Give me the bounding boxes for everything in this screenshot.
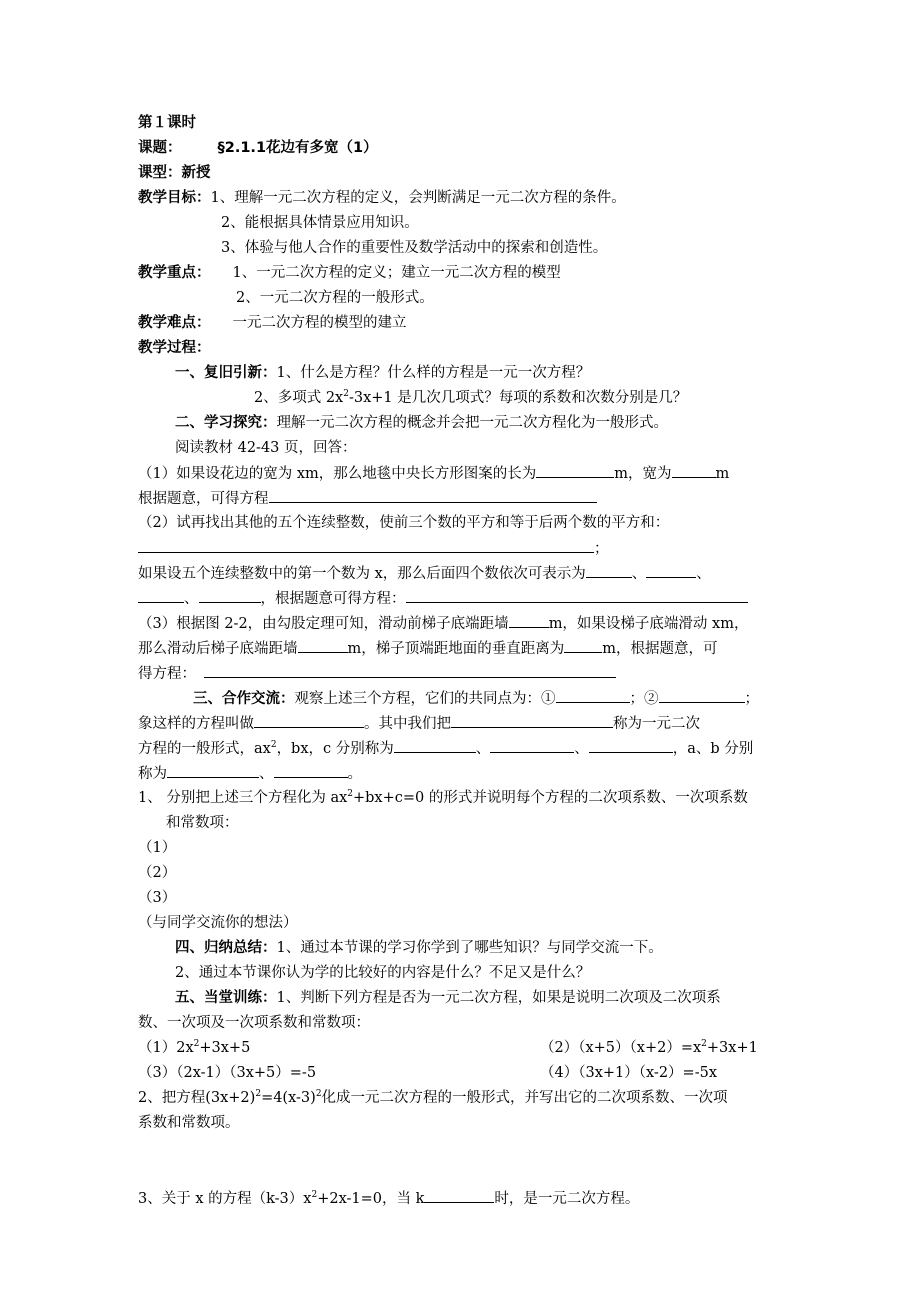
summary-question: 2、通过本节课你认为学的比较好的内容是什么？不足又是什么？ — [175, 965, 591, 981]
read-instruction: 阅读教材 42-43 页，回答： — [175, 440, 357, 456]
answer-blank[interactable] — [586, 563, 632, 578]
review-question: 2、多项式 $2x^2-3x+1$ 是几次几项式？每项的系数和次数分别是几？ — [254, 389, 688, 406]
topic-label: 课题： — [138, 140, 182, 156]
key-points-label: 教学重点： — [138, 265, 211, 281]
equation-item: （4）（3x+1）（x-2）=-5x — [540, 1065, 718, 1081]
goal-item: 2、能根据具体情景应用知识。 — [221, 215, 419, 231]
practice-q1-cont: 数、一次项及一次项系数和常数项： — [138, 1015, 370, 1031]
key-point-item: 2、一元二次方程的一般形式。 — [236, 290, 434, 306]
answer-blank[interactable] — [298, 638, 348, 653]
practice-section: 五、当堂训练：1、判断下列方程是否为一元二次方程，如果是说明二次项及二次项系 — [175, 990, 721, 1006]
equation-item: $(2)(x+5)(x+2)=x^2+3x+1$ — [540, 1039, 758, 1056]
answer-blank[interactable] — [564, 638, 602, 653]
answer-blank[interactable] — [199, 588, 261, 603]
lesson-type: 课型：新授 — [138, 165, 211, 181]
explore-label: 二、学习探究： — [175, 415, 277, 431]
lesson-topic — [138, 138, 378, 158]
cooperate-line-2: 象这样的方程叫做 。其中我们把 称为一元二次 — [138, 713, 700, 734]
practice-q2: 2、把方程$(3x+2)^2=4(x-3)^2$化成一元二次方程的一般形式，并写出它的二次项系数、一次项 — [138, 1089, 728, 1106]
answer-blank[interactable] — [269, 488, 597, 503]
practice-q2-cont: 系数和常数项。 — [138, 1115, 240, 1131]
share-note: （与同学交流你的想法） — [138, 915, 298, 931]
equation-row — [138, 1063, 838, 1083]
question-2-equation: 、 ，根据题意可得方程： — [138, 588, 748, 609]
practice-q3: 3、关于 x 的方程$(k-3)x^2+2x-1=0$，当 k 时，是一元二次方程。 — [138, 1190, 640, 1207]
question-2-setup: 如果设五个连续整数中的第一个数为 x，那么后面四个数依次可表示为 、 、 — [138, 563, 711, 584]
review-section — [175, 363, 590, 383]
question-2: （2）试再找出其他的五个连续整数，使前三个数的平方和等于后两个数的平方和： — [138, 515, 670, 531]
answer-blank[interactable] — [672, 463, 716, 478]
list-item: （1） — [138, 840, 177, 856]
answer-blank[interactable] — [167, 763, 259, 778]
answer-blank[interactable] — [394, 738, 476, 753]
key-point-item: 1、一元二次方程的定义；建立一元二次方程的模型 — [232, 265, 561, 281]
summary-label: 四、归纳总结： — [175, 940, 277, 956]
cooperate-task-1: 1、 分别把上述三个方程化为 $ax^2+bx+c=0$ 的形式并说明每个方程的二次项系数、一次项系数 — [138, 789, 748, 806]
answer-blank[interactable] — [589, 738, 673, 753]
list-item: （3） — [138, 890, 177, 906]
answer-blank[interactable] — [138, 588, 184, 603]
question-1-equation: 根据题意，可得方程 — [138, 488, 597, 509]
cooperate-line-3: 方程的一般形式，$ax^2$，bx，c 分别称为 、 、 ，a、b 分别 — [138, 740, 754, 757]
difficulty-text: 一元二次方程的模型的建立 — [232, 315, 407, 331]
answer-blank[interactable] — [556, 688, 630, 703]
goal-item: 3、体验与他人合作的重要性及数学活动中的探索和创造性。 — [221, 240, 608, 256]
question-1: （1）如果设花边的宽为 xm，那么地毯中央长方形图案的长为 m，宽为 m — [138, 463, 729, 484]
cooperate-label: 三、合作交流： — [193, 691, 295, 707]
teaching-goals — [138, 188, 626, 208]
cooperate-section: 三、合作交流：观察上述三个方程，它们的共同点为：① ；② ； — [193, 688, 759, 709]
question-3-equation: 得方程： — [138, 663, 616, 684]
answer-blank[interactable] — [490, 738, 574, 753]
practice-label: 五、当堂训练： — [175, 990, 277, 1006]
answer-blank[interactable] — [254, 713, 364, 728]
question-3: （3）根据图 2-2，由勾股定理可知，滑动前梯子底端距墙 m，如果设梯子底端滑动 xm， — [138, 613, 748, 634]
equation-item: $(1)2x^2+3x+5$ — [138, 1039, 251, 1056]
answer-blank[interactable] — [204, 663, 616, 678]
question-2-blank-line: ； — [138, 538, 609, 559]
explore-text: 理解一元二次方程的概念并会把一元二次方程化为一般形式。 — [276, 415, 668, 431]
cooperate-line-4: 称为 、 。 — [138, 763, 362, 784]
answer-blank[interactable] — [451, 713, 613, 728]
lesson-number: 第１课时 — [138, 115, 196, 131]
review-question: 1、什么是方程？什么样的方程是一元一次方程？ — [276, 365, 591, 381]
process-label: 教学过程： — [138, 340, 211, 356]
summary-section: 四、归纳总结：1、通过本节课的学习你学到了哪些知识？与同学交流一下。 — [175, 940, 663, 956]
answer-blank[interactable] — [536, 463, 614, 478]
key-points — [138, 263, 561, 283]
answer-blank[interactable] — [138, 538, 594, 553]
answer-blank[interactable] — [424, 1188, 494, 1203]
equation-row — [138, 1038, 838, 1058]
list-item: （2） — [138, 865, 177, 881]
cooperate-task-1-cont: 和常数项： — [166, 815, 239, 831]
goal-item: 1、理解一元二次方程的定义，会判断满足一元二次方程的条件。 — [210, 190, 626, 206]
answer-blank[interactable] — [509, 613, 549, 628]
topic-text: §2.1.1花边有多宽（1） — [217, 140, 378, 156]
answer-blank[interactable] — [646, 563, 696, 578]
question-3-cont: 那么滑动后梯子底端距墙 m，梯子顶端距地面的垂直距离为 m，根据题意，可 — [138, 638, 718, 659]
answer-blank[interactable] — [274, 763, 348, 778]
explore-section — [175, 413, 668, 433]
answer-blank[interactable] — [659, 688, 745, 703]
goals-label: 教学目标： — [138, 190, 211, 206]
review-label: 一、复旧引新： — [175, 365, 277, 381]
difficulty — [138, 313, 407, 333]
equation-item: （3）（2x-1）（3x+5）=-5 — [138, 1065, 317, 1081]
answer-blank[interactable] — [406, 588, 748, 603]
difficulty-label: 教学难点： — [138, 315, 211, 331]
